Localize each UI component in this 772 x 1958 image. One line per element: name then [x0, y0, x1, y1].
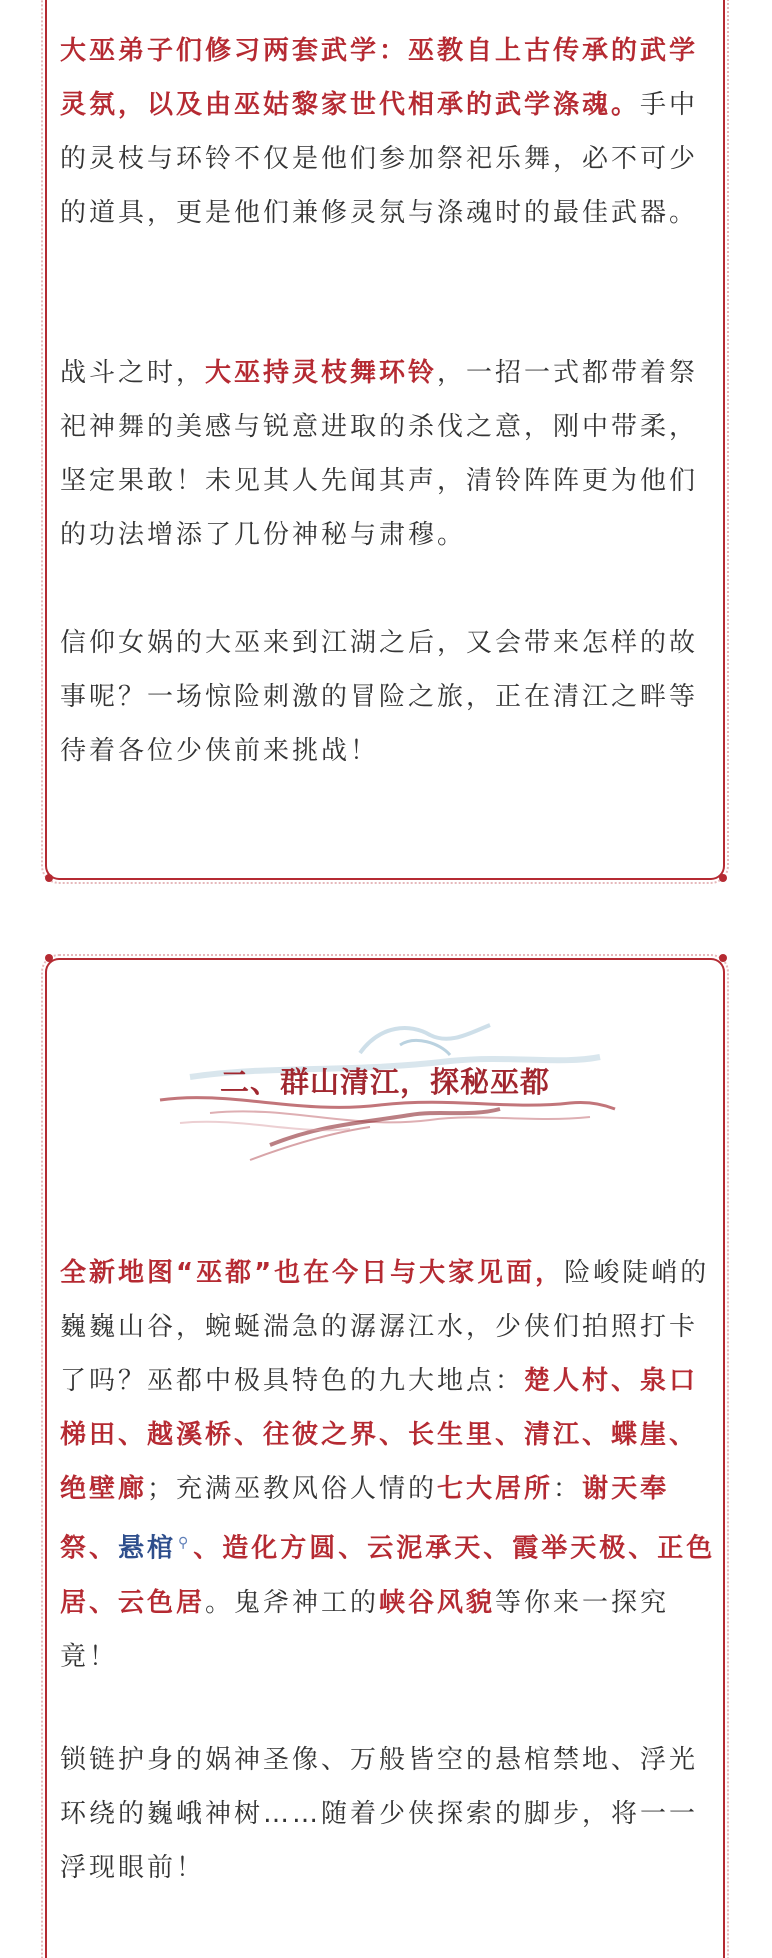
highlight-text: 峡谷风貌: [379, 1587, 496, 1618]
highlight-text: 、造化方圆、云泥承天、霞举天极、正色居、云色居: [60, 1533, 716, 1618]
body-text: 手中的灵枝与环铃不仅是他们参加祭祀乐舞，必不可少的道具，更是他们兼修灵氛与涤魂时的最佳武器。: [60, 90, 699, 228]
body-text: 等你来一探究竟！: [60, 1587, 670, 1672]
xuanguan-search-link[interactable]: 悬棺: [118, 1533, 177, 1564]
highlight-text: 大巫弟子们修习两套武学：巫教自上古传承的武学灵氛，以及由巫姑黎家世代相承的武学涤魂。: [60, 36, 699, 120]
body-text: 战斗之时，: [60, 358, 206, 388]
card-corner-dot: [45, 874, 53, 882]
body-text: 。鬼斧神工的: [205, 1587, 380, 1618]
body-text: ：: [553, 1474, 583, 1504]
body-text: ，一招一式都带着祭祀神舞的美感与锐意进取的杀伐之意，刚中带柔，坚定果敢！未见其人先闻其声，清铃阵阵更为他们的功法增添了几份神秘与肃穆。: [60, 358, 699, 550]
paragraph-explore: [60, 1733, 720, 1895]
section-heading-banner: [150, 1005, 620, 1175]
body-text: 锁链护身的娲神圣像、万般皆空的悬棺禁地、浮光环绕的巍峨神树……随着少侠探索的脚步，将一一浮现眼前！: [60, 1745, 699, 1883]
paragraph-martial-arts: [60, 24, 720, 240]
paragraph-story: [60, 616, 720, 778]
search-icon[interactable]: ⚲: [178, 1535, 192, 1551]
body-text: 险峻陡峭的巍巍山谷，蜿蜒湍急的潺潺江水，少侠们拍照打卡了吗？巫都中极具特色的九大地点：: [60, 1258, 710, 1396]
highlight-text: 全新地图“巫都”也在今日与大家见面，: [60, 1258, 565, 1288]
body-text: ；充满巫教风俗人情的: [147, 1474, 438, 1504]
paragraph-new-map: [60, 1246, 720, 1684]
highlight-text: 七大居所: [437, 1474, 554, 1504]
highlight-text: 楚人村、泉口梯田、越溪桥、往彼之界、长生里、清江、蝶崖、绝壁廊: [60, 1366, 699, 1504]
card-corner-dot: [719, 954, 727, 962]
body-text: 信仰女娲的大巫来到江湖之后，又会带来怎样的故事呢？一场惊险刺激的冒险之旅，正在清江之畔等待着各位少侠前来挑战！: [60, 628, 699, 766]
paragraph-battle: [60, 346, 720, 562]
card-corner-dot: [45, 954, 53, 962]
highlight-text: 大巫持灵枝舞环铃: [205, 358, 438, 388]
section-heading: 二、群山清江，探秘巫都: [219, 1065, 550, 1099]
card-corner-dot: [719, 874, 727, 882]
highlight-text: 谢天奉祭、: [60, 1474, 670, 1564]
